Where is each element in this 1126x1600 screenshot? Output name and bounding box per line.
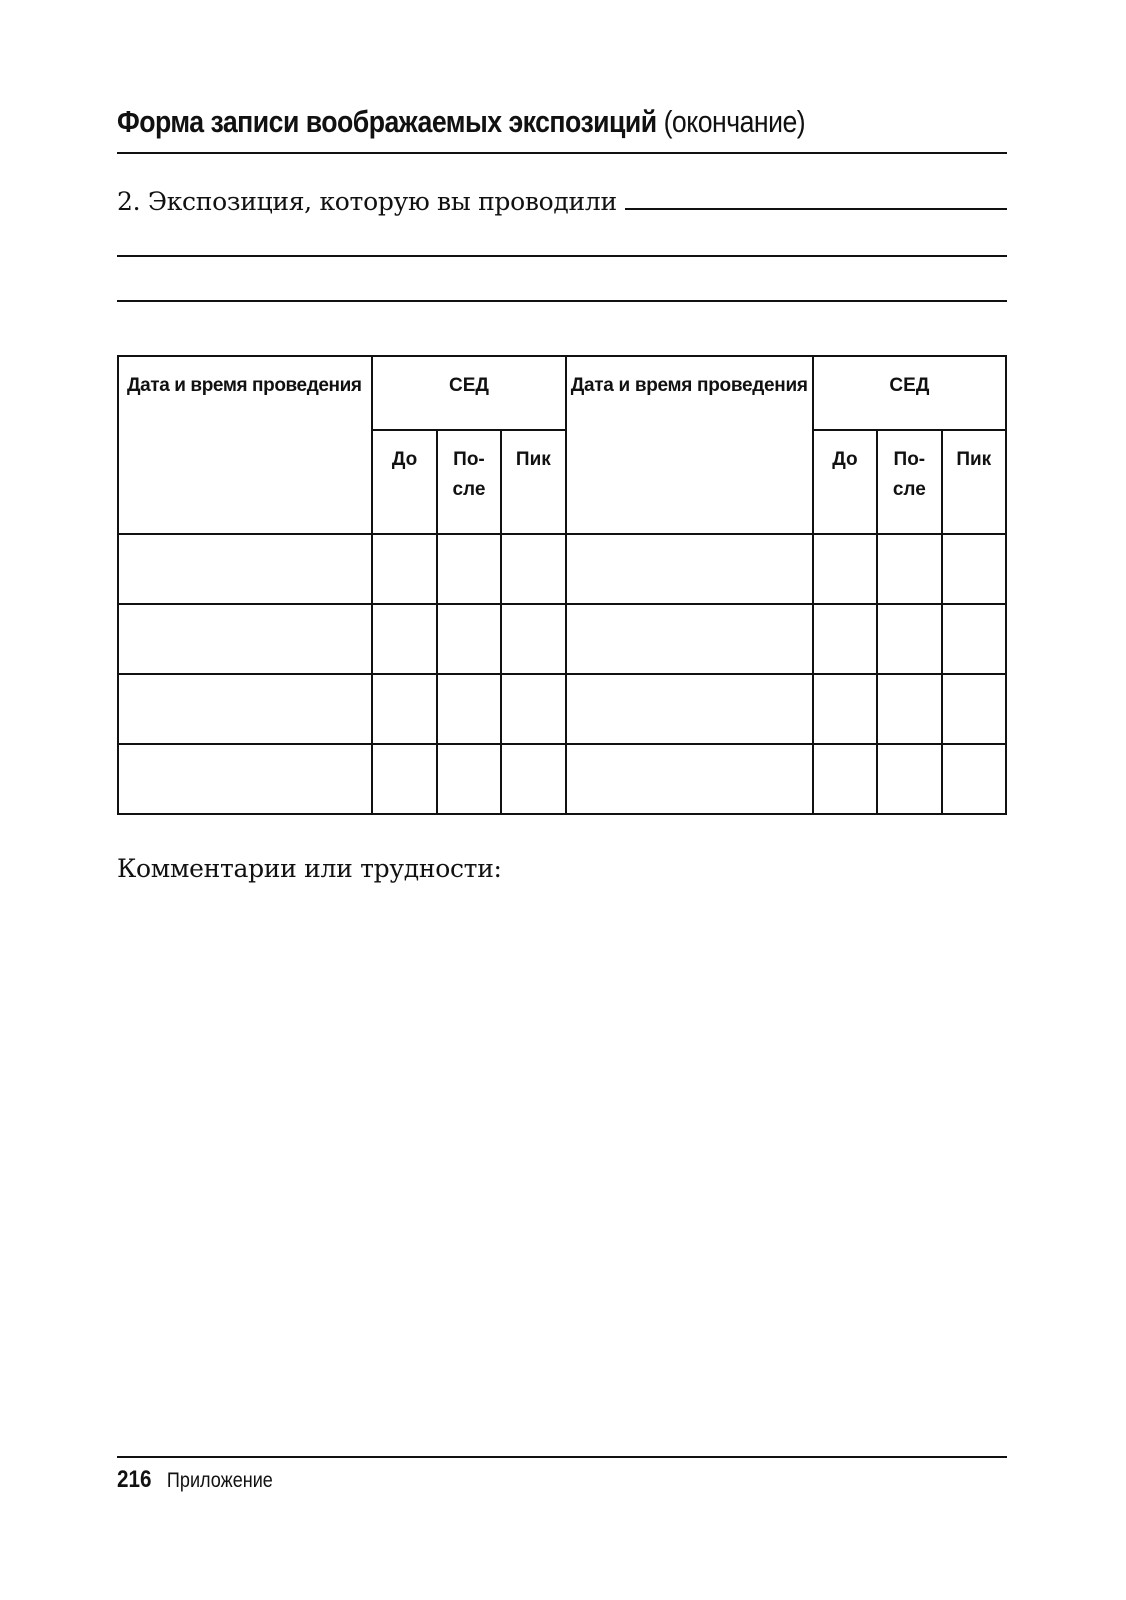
table-cell[interactable]: [942, 534, 1006, 604]
table-cell[interactable]: [501, 534, 565, 604]
exposure-item-label: 2. Экспозиция, которую вы проводили: [117, 187, 617, 216]
table-cell[interactable]: [372, 604, 436, 674]
title-rule: [117, 152, 1007, 154]
table-cell[interactable]: [118, 604, 372, 674]
table-cell[interactable]: [372, 674, 436, 744]
table-cell[interactable]: [437, 604, 501, 674]
header-date-time-left: Дата и время проведения: [118, 356, 372, 534]
table-cell[interactable]: [566, 744, 813, 814]
title-main: Форма записи воображаемых экспозиций: [117, 104, 657, 139]
table-cell[interactable]: [813, 674, 877, 744]
table-cell[interactable]: [118, 534, 372, 604]
section-name: Приложение: [166, 1469, 273, 1492]
exposure-record-table: [117, 355, 1007, 815]
table-cell[interactable]: [372, 534, 436, 604]
header-date-time-right: Дата и время проведения: [566, 356, 813, 534]
table-cell[interactable]: [813, 604, 877, 674]
table-cell[interactable]: [437, 674, 501, 744]
header-before-left: До: [372, 430, 436, 534]
table-row: [118, 604, 1006, 674]
footer-rule: [117, 1456, 1007, 1458]
table-cell[interactable]: [437, 534, 501, 604]
table-cell[interactable]: [877, 604, 941, 674]
page-footer: [117, 1466, 273, 1494]
table-cell[interactable]: [501, 604, 565, 674]
page-title: [117, 100, 882, 144]
table-cell[interactable]: [566, 534, 813, 604]
table-cell[interactable]: [566, 674, 813, 744]
table-cell[interactable]: [372, 744, 436, 814]
table-cell[interactable]: [437, 744, 501, 814]
header-peak-right: Пик: [942, 430, 1006, 534]
table-cell[interactable]: [501, 674, 565, 744]
table-cell[interactable]: [877, 674, 941, 744]
header-after-right: По-сле: [877, 430, 941, 534]
header-sed-left: СЕД: [372, 356, 565, 430]
table-cell[interactable]: [942, 744, 1006, 814]
table-cell[interactable]: [118, 744, 372, 814]
table-cell[interactable]: [813, 744, 877, 814]
table-cell[interactable]: [942, 604, 1006, 674]
header-peak-left: Пик: [501, 430, 565, 534]
title-suffix: (окончание): [663, 104, 806, 139]
table-cell[interactable]: [942, 674, 1006, 744]
exposure-answer-line-3[interactable]: [117, 300, 1007, 302]
exposure-item: [117, 186, 1007, 216]
exposure-answer-line-2[interactable]: [117, 255, 1007, 257]
header-before-right: До: [813, 430, 877, 534]
exposure-answer-line-1[interactable]: [625, 186, 1007, 210]
table-cell[interactable]: [501, 744, 565, 814]
table-cell[interactable]: [566, 604, 813, 674]
page-number: 216: [117, 1466, 152, 1493]
table-row: [118, 534, 1006, 604]
table-row: [118, 744, 1006, 814]
table-cell[interactable]: [813, 534, 877, 604]
header-sed-right: СЕД: [813, 356, 1006, 430]
table-cell[interactable]: [118, 674, 372, 744]
comments-label: Комментарии или трудности:: [117, 854, 502, 883]
header-after-left: По-сле: [437, 430, 501, 534]
table-row: [118, 674, 1006, 744]
table-cell[interactable]: [877, 744, 941, 814]
table-cell[interactable]: [877, 534, 941, 604]
